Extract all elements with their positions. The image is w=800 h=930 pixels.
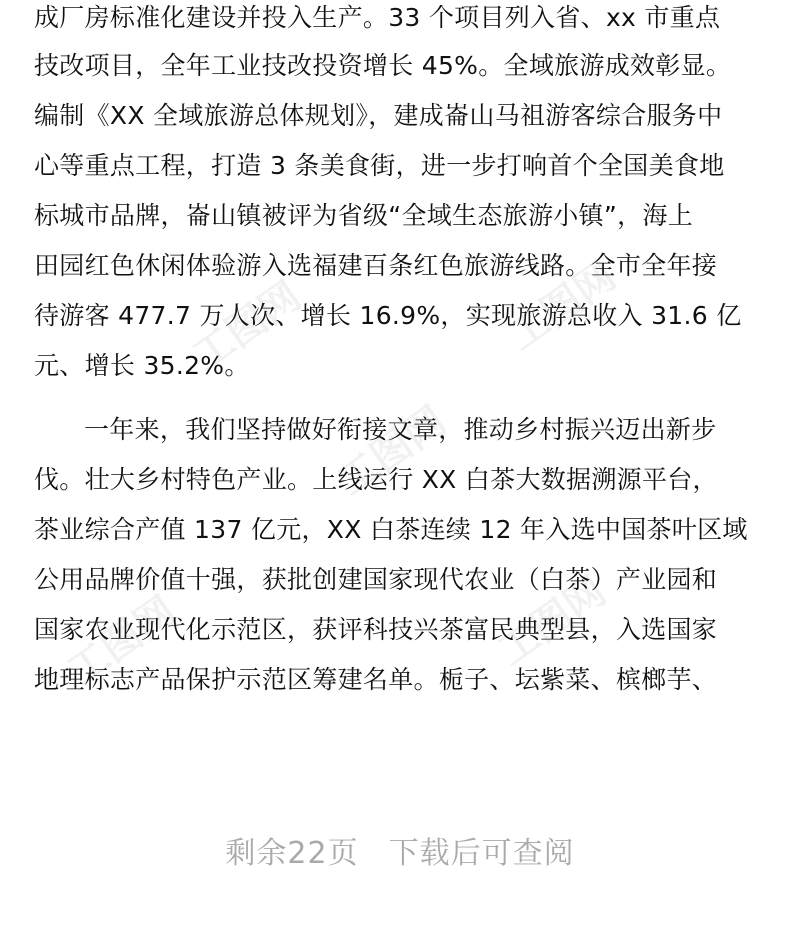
watermark: 工图网: [59, 588, 185, 695]
text-line: 成厂房标准化建设并投入生产。33 个项目列入省、xx 市重点: [34, 3, 721, 32]
paragraph: [34, 405, 780, 705]
text-line: 田园红色休闲体验游入选福建百条红色旅游线路。全市全年接: [34, 251, 718, 280]
text-line: 伐。壮大乡村特色产业。上线运行 XX 白茶大数据溯源平台，: [34, 465, 718, 494]
text-line: 心等重点工程，打造 3 条美食街，进一步打响首个全国美食地: [34, 151, 725, 180]
body-text: [34, 0, 780, 705]
watermark: 工图网: [329, 398, 455, 505]
download-hint-label: 下载后可查阅: [388, 836, 575, 871]
remaining-pages-label: 剩余22页: [225, 836, 359, 871]
text-line: 编制《XX 全域旅游总体规划》，建成崙山马祖游客综合服务中: [34, 101, 723, 130]
watermark: 工图网: [184, 273, 310, 380]
watermark: 工图网: [489, 568, 615, 675]
text-line: 待游客 477.7 万人次、增长 16.9%，实现旅游总收入 31.6 亿: [34, 301, 742, 330]
text-line: 元、增长 35.2%。: [34, 351, 250, 380]
text-line: 标城市品牌，崙山镇被评为省级“全域生态旅游小镇”，海上: [34, 201, 694, 230]
text-line: 一年来，我们坚持做好衔接文章，推动乡村振兴迈出新步: [84, 415, 717, 444]
paragraph: [34, 0, 780, 391]
text-line: 地理标志产品保护示范区筹建名单。栀子、坛紫菜、槟榔芋、: [34, 665, 718, 694]
text-line: 技改项目，全年工业技改投资增长 45%。全域旅游成效彰显。: [34, 51, 732, 80]
text-line: 茶业综合产值 137 亿元，XX 白茶连续 12 年入选中国茶叶区域: [34, 515, 748, 544]
paragraph-spacer: [34, 391, 780, 405]
watermark: 工图网: [499, 253, 625, 360]
text-line: 公用品牌价值十强，获批创建国家现代农业（白茶）产业园和: [34, 565, 718, 594]
download-prompt[interactable]: [0, 828, 800, 872]
text-line: 国家农业现代化示范区，获评科技兴茶富民典型县，入选国家: [34, 615, 718, 644]
